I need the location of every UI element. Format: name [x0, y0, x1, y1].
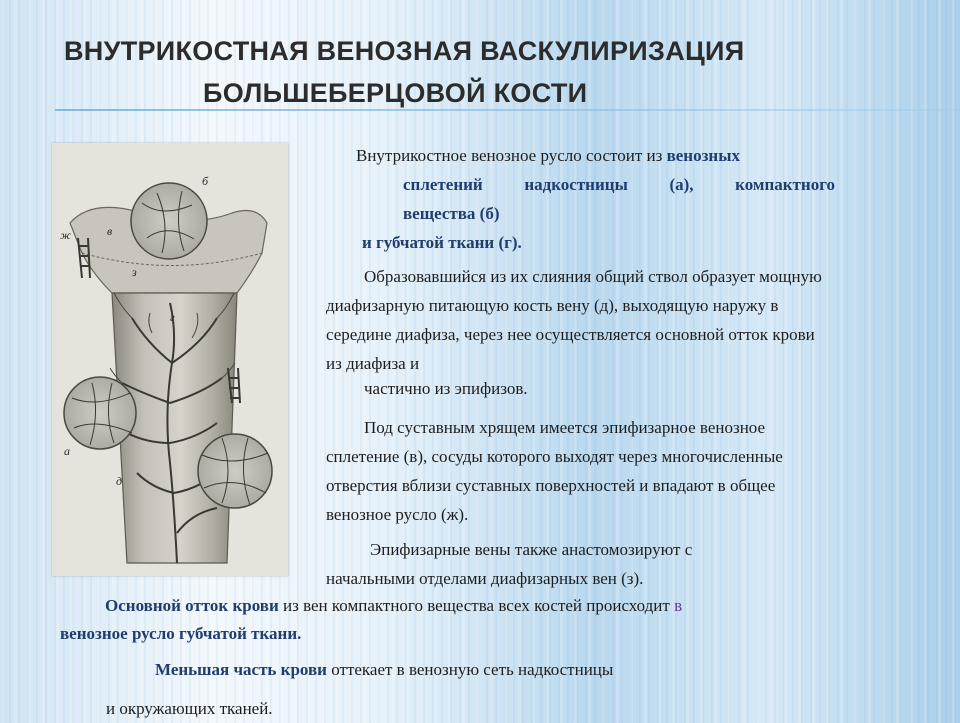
para1-line3: вещества (б) — [403, 204, 500, 223]
para1-line1-plain: Внутрикостное венозное русло состоит из — [356, 146, 667, 165]
para2-line1: Образовавшийся из их слияния общий ствол образует мощную — [364, 267, 822, 286]
label-g: г — [170, 310, 175, 324]
slide-title-line-1: ВНУТРИКОСТНАЯ ВЕНОЗНАЯ ВАСКУЛИРИЗАЦИЯ — [64, 36, 745, 66]
label-b: б — [202, 174, 209, 188]
circle-spongy-bone — [198, 434, 272, 508]
para3-line4: венозное русло (ж). — [326, 505, 469, 524]
para1-line4: и губчатой ткани (г). — [362, 233, 522, 252]
para6-line1-plain: оттекает в венозную сеть надкостницы — [326, 660, 614, 679]
para5-line2: венозное русло губчатой ткани. — [60, 624, 302, 643]
para1-line2: сплетений надкостницы (а), компактного — [403, 175, 835, 194]
para2-line5: частично из эпифизов. — [364, 379, 528, 398]
label-a: а — [64, 444, 70, 458]
circle-periosteum — [64, 377, 136, 449]
label-d: д — [116, 474, 123, 488]
label-z: з — [132, 265, 137, 279]
para6-line1 — [155, 655, 613, 684]
para5-line1-plain: из вен компактного вещества всех костей происходит — [278, 596, 675, 615]
para5-line1 — [105, 591, 682, 620]
para2-line3: середине диафиза, через нее осуществляется основной отток крови — [326, 325, 815, 344]
slide-title — [0, 30, 960, 114]
para4-line2: начальными отделами диафизарных вен (з). — [326, 569, 644, 588]
para6-line2: и окружающих тканей. — [106, 699, 273, 718]
bone-venous-diagram — [52, 143, 288, 576]
para2-line4: из диафиза и — [326, 354, 420, 373]
slide-title-line-2: БОЛЬШЕБЕРЦОВОЙ КОСТИ — [203, 78, 588, 108]
para1-line1 — [356, 141, 740, 170]
circle-compact-bone — [131, 183, 207, 259]
bone-diagram-svg — [52, 143, 288, 576]
para5-line1-bold: Основной отток крови — [105, 596, 279, 615]
title-underline — [55, 109, 960, 111]
para3-line1: Под суставным хрящем имеется эпифизарное венозное — [364, 418, 766, 437]
para6-line1-bold: Меньшая часть крови — [155, 660, 327, 679]
para3-line2: сплетение (в), сосуды которого выходят через многочисленные — [326, 447, 783, 466]
para5-line1-violet: в — [674, 596, 683, 615]
label-v: в — [107, 224, 113, 238]
para4-line1: Эпифизарные вены также анастомозируют с — [370, 540, 693, 559]
para3-line3: отверстия вблизи суставных поверхностей и впадают в общее — [326, 476, 776, 495]
para2-line2: диафизарную питающую кость вену (д), выходящую наружу в — [326, 296, 779, 315]
para1-line1-bold: венозных — [666, 146, 740, 165]
label-zh: ж — [60, 228, 72, 242]
